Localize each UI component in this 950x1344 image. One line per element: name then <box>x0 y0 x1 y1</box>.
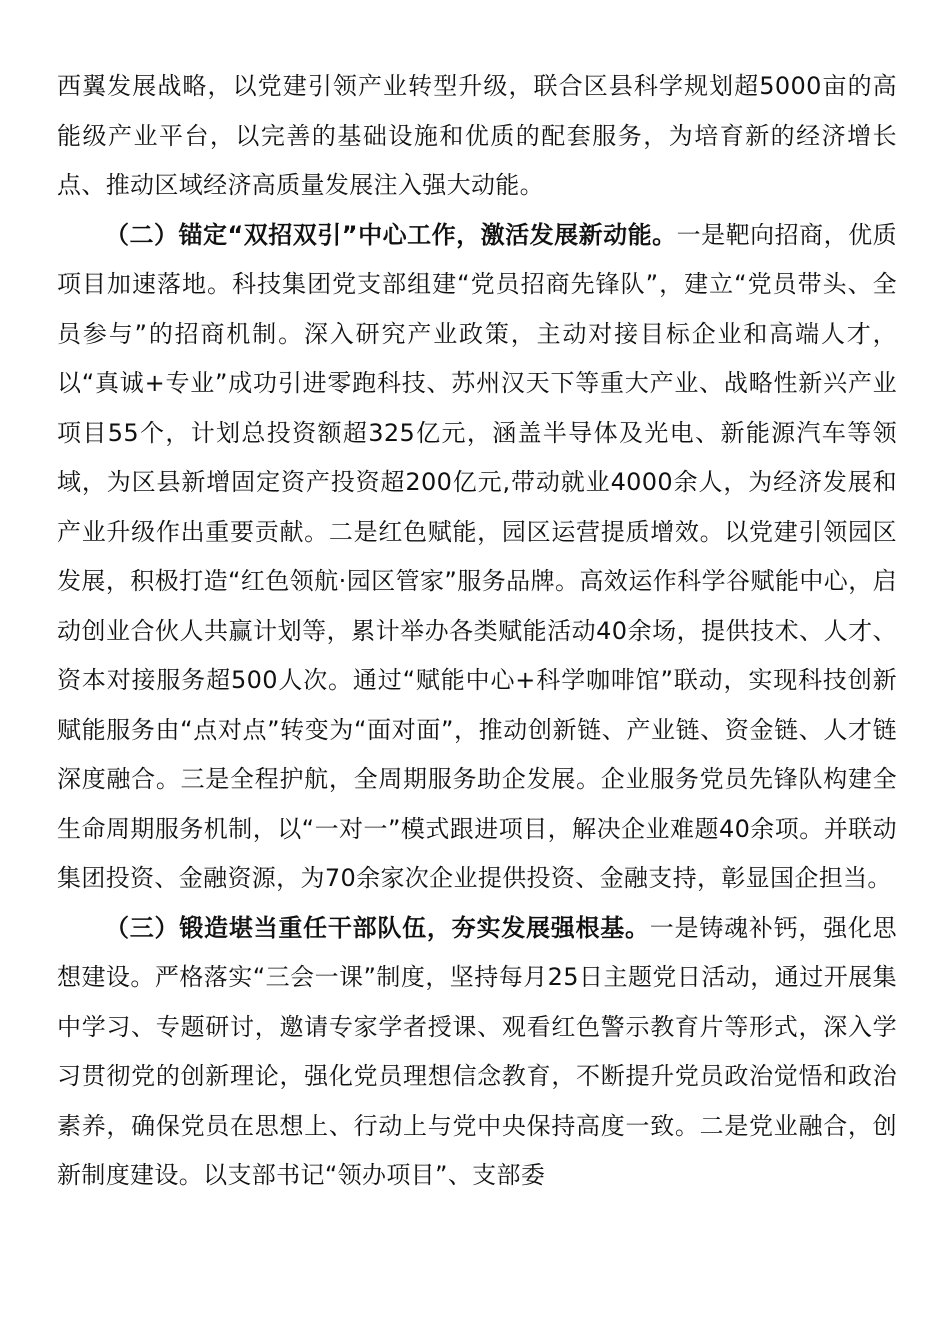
paragraph-2-text: 一是靶向招商，优质项目加速落地。科技集团党支部组建“党员招商先锋队”，建立“党员带头、全员参与”的招商机制。深入研究产业政策，主动对接目标企业和高端人才，以“真诚+专业”成功引进零跑科技、苏州汉天下等重大产业、战略性新兴产业项目55个，计划总投资额超325亿元，涵盖半导体及光电、新能源汽车等领域，为区县新增固定资产投资超200亿元,带动就业4000余人，为经济发展和产业升级作出重要贡献。二是红色赋能，园区运营提质增效。以党建引领园区发展，积极打造“红色领航·园区管家”服务品牌。高效运作科学谷赋能中心，启动创业合伙人共赢计划等，累计举办各类赋能活动40余场，提供技术、人才、资本对接服务超500人次。通过“赋能中心+科学咖啡馆”联动，实现科技创新赋能服务由“点对点”转变为“面对面”，推动创新链、产业链、资金链、人才链深度融合。三是全程护航，全周期服务助企发展。企业服务党员先锋队构建全生命周期服务机制，以“一对一”模式跟进项目，解决企业难题40余项。并联动集团投资、金融资源，为70余家次企业提供投资、金融支持，彰显国企担当。 <box>57 220 897 892</box>
paragraph-1 <box>57 62 897 211</box>
section-heading-2: （二）锚定“双招双引”中心工作，激活发展新动能。 <box>105 220 677 249</box>
paragraph-1-text: 西翼发展战略，以党建引领产业转型升级，联合区县科学规划超5000亩的高能级产业平台，以完善的基础设施和优质的配套服务，为培育新的经济增长点、推动区域经济高质量发展注入强大动能。 <box>57 72 897 199</box>
paragraph-2 <box>57 211 897 904</box>
section-heading-3: （三）锻造堪当重任干部队伍，夯实发展强根基。 <box>105 913 650 942</box>
document-page <box>57 62 897 1201</box>
paragraph-3-text: 一是铸魂补钙，强化思想建设。严格落实“三会一课”制度，坚持每月25日主题党日活动，通过开展集中学习、专题研讨，邀请专家学者授课、观看红色警示教育片等形式，深入学习贯彻党的创新理论，强化党员理想信念教育，不断提升党员政治觉悟和政治素养，确保党员在思想上、行动上与党中央保持高度一致。二是党业融合，创新制度建设。以支部书记“领办项目”、支部委 <box>57 913 897 1189</box>
paragraph-3 <box>57 904 897 1201</box>
